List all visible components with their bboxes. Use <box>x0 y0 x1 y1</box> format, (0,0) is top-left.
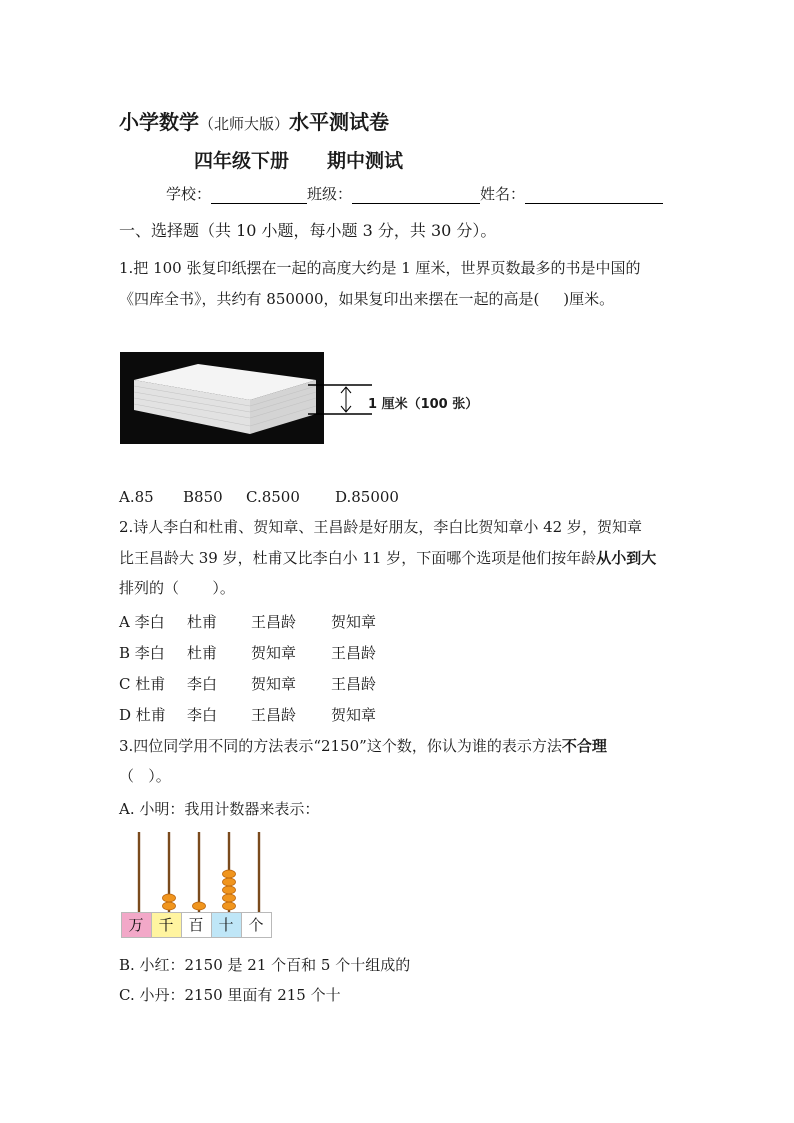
option-cell: B 李白 <box>119 644 165 662</box>
q3-option-b[interactable]: B. 小红：2150 是 21 个百和 5 个十组成的 <box>119 956 411 974</box>
option-cell: 李白 <box>187 675 218 693</box>
q2-option-d[interactable] <box>119 705 376 725</box>
option-cell: 王昌龄 <box>251 706 297 724</box>
subtitle-exam: 期中测试 <box>327 150 404 172</box>
class-label: 班级： <box>307 185 353 203</box>
name-blank[interactable] <box>525 187 663 204</box>
title-edition: （北师大版） <box>199 115 290 133</box>
option-cell: 杜甫 <box>187 644 218 662</box>
q1-option-c[interactable]: C.8500 <box>246 488 300 506</box>
abacus-place-label: 万 <box>128 916 144 934</box>
option-cell: 王昌龄 <box>331 675 377 693</box>
abacus-place-label: 十 <box>218 916 234 934</box>
q2-option-a[interactable] <box>119 612 376 632</box>
title-test: 水平测试卷 <box>289 110 390 134</box>
school-label: 学校： <box>166 185 212 203</box>
name-label: 姓名： <box>480 185 526 203</box>
q2-line2-text: 比王昌龄大 39 岁，杜甫又比李白小 11 岁，下面哪个选项是他们按年龄 <box>119 549 597 567</box>
abacus-bead <box>223 886 236 894</box>
figure-label: 1 厘米（100 张） <box>368 397 479 412</box>
height-marker-svg <box>308 384 374 416</box>
option-cell: 贺知章 <box>331 706 377 724</box>
abacus-place-label: 个 <box>248 916 264 934</box>
abacus-bead <box>223 878 236 886</box>
q2-option-b[interactable] <box>119 643 376 663</box>
option-cell: 贺知章 <box>251 644 297 662</box>
q3-emphasis: 不合理 <box>561 737 607 755</box>
abacus-bead <box>223 894 236 902</box>
option-cell: 王昌龄 <box>331 644 377 662</box>
option-cell: 李白 <box>187 706 218 724</box>
title-subject: 小学数学 <box>119 110 199 134</box>
class-blank[interactable] <box>352 187 480 204</box>
student-info-line <box>166 184 663 204</box>
q2-emphasis: 从小到大 <box>596 549 657 567</box>
option-cell: D 杜甫 <box>119 706 166 724</box>
q1-line2: 《四库全书》，共约有 850000，如果复印出来摆在一起的高是( )厘米。 <box>119 290 615 308</box>
abacus-place-label: 千 <box>158 916 174 934</box>
abacus-bead <box>223 870 236 878</box>
section-heading: 一、选择题（共 10 小题，每小题 3 分，共 30 分）。 <box>119 221 497 240</box>
option-cell: C 杜甫 <box>119 675 166 693</box>
exam-title <box>119 106 389 135</box>
option-cell: A 李白 <box>119 613 165 631</box>
q2-option-c[interactable] <box>119 674 376 694</box>
q3-option-c[interactable]: C. 小丹：2150 里面有 215 个十 <box>119 986 341 1004</box>
q2-line3: 排列的（ ）。 <box>119 579 235 597</box>
q1-line1: 1.把 100 张复印纸摆在一起的高度大约是 1 厘米，世界页数最多的书是中国的 <box>119 259 641 277</box>
q3-line2: （ ）。 <box>119 767 171 785</box>
height-marker <box>308 384 374 416</box>
option-cell: 杜甫 <box>187 613 218 631</box>
q1-option-d[interactable]: D.85000 <box>335 488 399 506</box>
q2-line2 <box>119 548 656 568</box>
q3-line1-text: 3.四位同学用不同的方法表示“2150”这个数，你认为谁的表示方法 <box>119 737 562 755</box>
q1-option-b[interactable]: B850 <box>183 488 223 506</box>
option-cell: 王昌龄 <box>251 613 297 631</box>
q3-line1 <box>119 736 607 756</box>
school-blank[interactable] <box>211 187 307 204</box>
abacus-bead <box>163 902 176 910</box>
q2-line1: 2.诗人李白和杜甫、贺知章、王昌龄是好朋友，李白比贺知章小 42 岁，贺知章 <box>119 518 642 536</box>
exam-subtitle <box>194 146 403 173</box>
q3-option-a[interactable]: A. 小明：我用计数器来表示： <box>119 800 320 818</box>
option-cell: 贺知章 <box>331 613 377 631</box>
paper-stack-image <box>120 352 324 444</box>
abacus-bead <box>223 902 236 910</box>
abacus-bead <box>193 902 206 910</box>
q1-option-a[interactable]: A.85 <box>119 488 154 506</box>
abacus-svg <box>121 832 273 940</box>
abacus <box>121 832 273 940</box>
paper-stack-svg <box>120 352 324 444</box>
option-cell: 贺知章 <box>251 675 297 693</box>
abacus-place-label: 百 <box>188 916 204 934</box>
abacus-bead <box>163 894 176 902</box>
subtitle-grade: 四年级下册 <box>194 150 290 172</box>
